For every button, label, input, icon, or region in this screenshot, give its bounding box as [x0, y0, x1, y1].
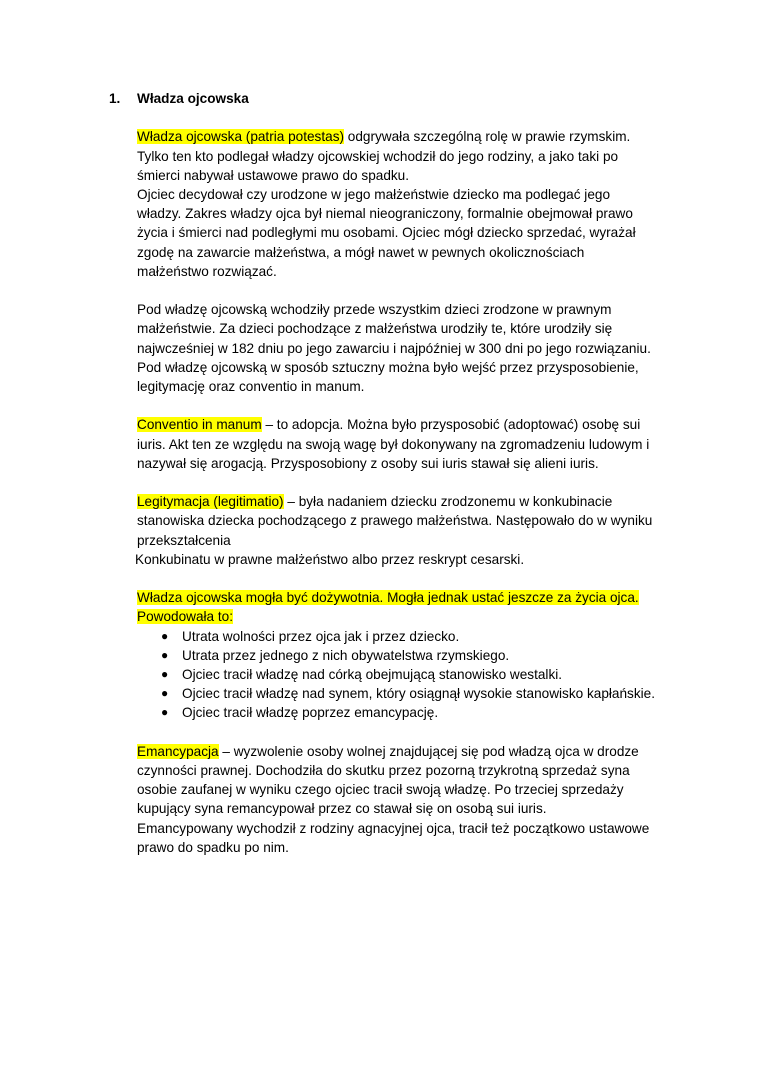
paragraph-conventio-in-manum [137, 415, 677, 473]
p4-line-4: Konkubinatu w prawne małżeństwo albo przez reskrypt cesarski. [135, 551, 525, 567]
paragraph-legitymacja [137, 492, 677, 569]
highlight-dozywotnia: Władza ojcowska mogła być dożywotnia. Mogła jednak ustać jeszcze za życia ojca. [137, 590, 639, 606]
p6-line-4: kupujący syna remancypował przez co stawał się on osobą sui iuris. [137, 801, 547, 817]
highlight-emancypacja: Emancypacja [137, 743, 219, 759]
p1-line-2: Tylko ten kto podlegał władzy ojcowskiej wchodził do jego rodziny, a jako taki po [137, 148, 619, 164]
section-title: Władza ojcowska [137, 91, 249, 106]
bullet-icon: ● [161, 628, 169, 643]
p6-line-6: prawo do spadku po nim. [137, 839, 289, 855]
list-item-text: Ojciec tracił władzę nad synem, który osiągnął wysokie stanowisko kapłańskie. [182, 686, 655, 702]
highlight-legitymacja: Legitymacja (legitimatio) [137, 494, 284, 510]
highlight-conventio-in-manum: Conventio in manum [137, 417, 262, 433]
list-item [137, 665, 677, 684]
p1-line-1: odgrywała szczególną rolę w prawie rzymskim. [344, 129, 631, 145]
p2-line-5: legitymację oraz conventio in manum. [137, 379, 365, 395]
list-item-text: Ojciec tracił władzę nad córką obejmującą stanowisko westalki. [182, 667, 563, 683]
p1-line-3: śmierci nabywał ustawowe prawo do spadku. [137, 167, 410, 183]
p6-line-5: Emancypowany wychodził z rodziny agnacyjnej ojca, tracił też początkowo ustawowe [137, 820, 650, 836]
highlight-patria-potestas: Władza ojcowska (patria potestas) [137, 129, 345, 145]
p4-line-2: stanowiska dziecka pochodzącego z prawego małżeństwa. Następowało do w wyniku [137, 513, 653, 529]
p6-line-2: czynności prawnej. Dochodziła do skutku przez pozorną trzykrotną sprzedaż syna [137, 763, 630, 779]
paragraph-patria-potestas [137, 127, 677, 281]
bullet-icon: ● [161, 705, 169, 720]
section-number: 1. [109, 91, 121, 106]
paragraph-emancypacja [137, 742, 677, 857]
p2-line-3: najwcześniej w 182 dniu po jego zawarciu i najpóźniej w 300 dni po jego rozwiązaniu. [137, 340, 651, 356]
bullet-icon: ● [161, 686, 169, 701]
document-content [109, 89, 677, 857]
bullet-icon: ● [161, 667, 169, 682]
p1-line-7: zgodę na zawarcie małżeństwa, a mógł nawet w pewnych okolicznościach [137, 244, 585, 260]
p4-line-3: przekształcenia [137, 532, 231, 548]
p6-line-3: osobie zaufanej w wyniku czego ojciec tracił swoją władzę. Po trzeciej sprzedaży [137, 782, 624, 798]
p3-line-3: nazywał się arogacją. Przysposobiony z osoby sui iuris stawał się alieni iuris. [137, 455, 599, 471]
p3-line-2: iuris. Akt ten ze względu na swoją wagę był dokonywany na zgromadzeniu ludowym i [137, 436, 650, 452]
list-item [137, 646, 677, 665]
list-item [137, 703, 677, 722]
p1-line-4: Ojciec decydował czy urodzone w jego małżeństwie dziecko ma podlegać jego [137, 187, 611, 202]
p1-line-8: małżeństwo rozwiązać. [137, 263, 277, 279]
p4-line-1: – była nadaniem dziecku zrodzonemu w konkubinacie [283, 494, 613, 510]
list-item [137, 627, 677, 646]
p6-line-1: – wyzwolenie osoby wolnej znajdującej się pod władzą ojca w drodze [218, 743, 639, 759]
p1-line-5: władzy. Zakres władzy ojca był niemal nieograniczony, formalnie obejmował prawo [137, 206, 633, 222]
p1-line-6: życia i śmierci nad podległymi mu osobami. Ojciec mógł dziecko sprzedać, wyrażał [137, 225, 636, 241]
p3-line-1: – to adopcja. Można było przysposobić (adoptować) osobę sui [261, 417, 641, 433]
p2-line-2: małżeństwie. Za dzieci pochodzące z małżeństwa urodziły te, które urodziły się [137, 321, 613, 337]
list-item-text: Ojciec tracił władzę poprzez emancypację. [182, 705, 439, 721]
bullet-icon: ● [161, 647, 169, 662]
list-item-text: Utrata wolności przez ojca jak i przez dziecko. [182, 628, 460, 644]
paragraph-ustanie-wladzy [137, 588, 677, 722]
section-heading [109, 89, 249, 108]
bullet-list [137, 627, 677, 723]
highlight-powodowala: Powodowała to: [137, 609, 233, 625]
p2-line-1: Pod władzę ojcowską wchodziły przede wszystkim dzieci zrodzone w prawnym [137, 302, 612, 318]
p2-line-4: Pod władzę ojcowską w sposób sztuczny można było wejść przez przysposobienie, [137, 359, 639, 375]
list-item [137, 684, 677, 703]
paragraph-wejscie-pod-wladze [137, 300, 677, 396]
list-item-text: Utrata przez jednego z nich obywatelstwa rzymskiego. [182, 647, 510, 663]
